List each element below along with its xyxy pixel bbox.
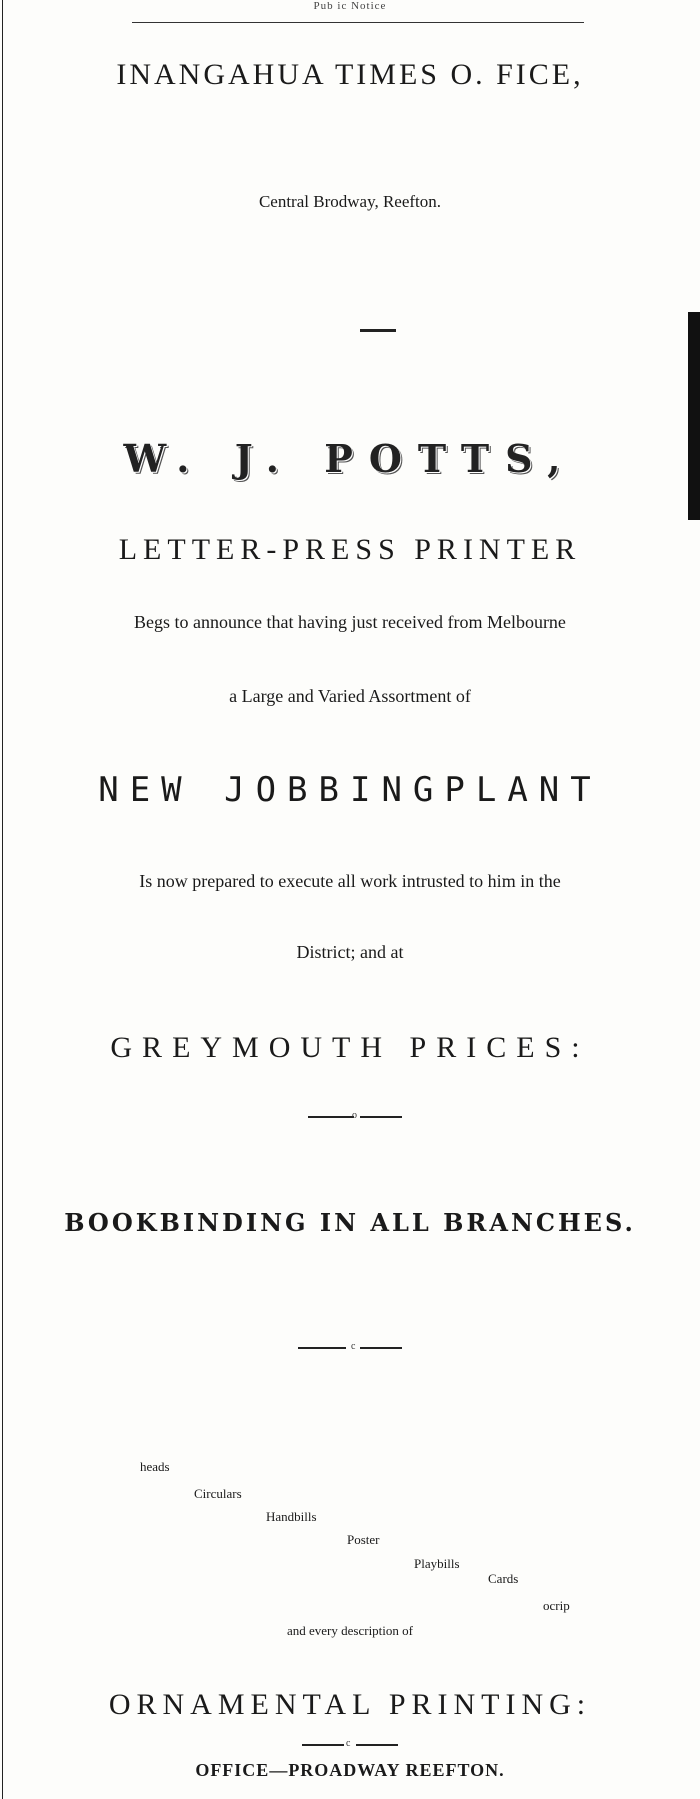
work-type-poster: Poster <box>347 1532 380 1547</box>
jobbing-plant-heading: NEW JOBBINGPLANT <box>98 770 602 810</box>
divider-1 <box>360 329 396 332</box>
header-rule <box>132 22 584 23</box>
ornamental-heading: ORNAMENTAL PRINTING: <box>108 1688 592 1721</box>
trade-heading: LETTER-PRESS PRINTER <box>118 533 582 566</box>
divider-2-left <box>308 1116 354 1118</box>
proprietor-name: W. J. POTTS, <box>123 436 577 481</box>
announcement-line-1: Begs to announce that having just received from Melbourne <box>134 612 566 632</box>
header-notice: Pub ic Notice <box>313 0 387 12</box>
work-type-cards: Cards <box>488 1571 519 1586</box>
divider-3-right <box>360 1347 402 1349</box>
bookbinding-heading: BOOKBINDING IN ALL BRANCHES. <box>64 1208 636 1237</box>
office-address: Central Brodway, Reefton. <box>258 192 442 211</box>
office-footer: OFFICE—PROADWAY REEFTON. <box>195 1760 505 1780</box>
scan-shadow-bar <box>688 312 700 520</box>
divider-3-left <box>298 1347 346 1349</box>
office-title: INANGAHUA TIMES O. FICE, <box>116 58 584 91</box>
prepared-line-2: District; and at <box>296 942 404 962</box>
page-left-edge <box>2 0 3 1799</box>
divider-2-ornament: o <box>352 1110 357 1121</box>
divider-4-left <box>302 1744 344 1746</box>
work-type-playbills: Playbills <box>414 1556 460 1571</box>
work-type-circulars: Circulars <box>194 1486 242 1501</box>
every-description-line: and every description of <box>287 1623 413 1638</box>
divider-2-right <box>360 1116 402 1118</box>
divider-3-ornament: c <box>351 1341 356 1352</box>
work-type-scrip: ocrip <box>543 1598 570 1613</box>
work-type-handbills: Handbills <box>266 1509 317 1524</box>
prices-heading: GREYMOUTH PRICES: <box>110 1031 590 1064</box>
divider-4-ornament: c <box>346 1738 351 1749</box>
divider-4-right <box>356 1744 398 1746</box>
prepared-line-1: Is now prepared to execute all work intrusted to him in the <box>139 871 561 891</box>
work-type-heads: heads <box>140 1459 170 1474</box>
announcement-line-2: a Large and Varied Assortment of <box>229 686 471 706</box>
